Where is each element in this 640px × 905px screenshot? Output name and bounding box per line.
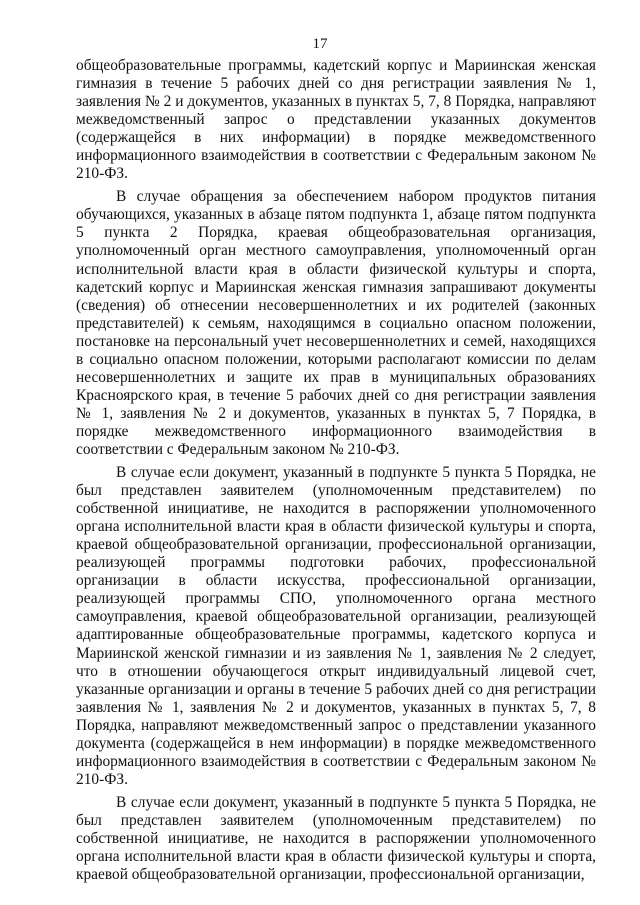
document-body <box>76 57 596 884</box>
paragraph-personal-account: В случае если документ, указанный в подпункте 5 пункта 5 Порядка, не был представлен заявителем (уполномоченным представителем) по собственной инициативе, не находится в распоряжении уполномоченного органа исполнительной власти края в области физической культуры и спорта, краевой общеобразовательной организации, профессиональной организации, реализующей программы подготовки рабочих, профессиональной организации в области искусства, профессиональной организации, реализующей программы СПО, уполномоченного органа местного самоуправления, краевой общеобразовательной организации, реализующей адаптированные общеобразовательные программы, кадетского корпуса и Мариинской женской гимназии и из заявления № 1, заявления № 2 следует, что в отношении обучающегося открыт индивидуальный лицевой счет, указанные организации и органы в течение 5 рабочих дней со дня регистрации заявления № 1, заявления № 2 и документов, указанных в пунктах 5, 7, 8 Порядка, направляют межведомственный запрос о представлении указанного документа (содержащейся в нем информации) в порядке межведомственного информационного взаимодействия в соответствии с Федеральным законом № 210-ФЗ. <box>76 464 596 788</box>
paragraph-document-not-submitted: В случае если документ, указанный в подпункте 5 пункта 5 Порядка, не был представлен заявителем (уполномоченным представителем) по собственной инициативе, не находится в распоряжении уполномоченного органа исполнительной власти края в области физической культуры и спорта, краевой общеобразовательной организации, профессиональной организации, <box>76 793 596 884</box>
page-number: 17 <box>312 36 328 52</box>
paragraph-continuation: общеобразовательные программы, кадетский корпус и Мариинская женская гимназия в течение 5 рабочих дней со дня регистрации заявления № 1, заявления № 2 и документов, указанных в пунктах 5, 7, 8 Порядка, направляют межведомственный запрос о представлении указанных документов (содержащейся в них информации) в порядке межведомственного информационного взаимодействия в соответствии с Федеральным законом № 210-ФЗ. <box>76 57 596 183</box>
paragraph-food-set: В случае обращения за обеспечением набором продуктов питания обучающихся, указанных в абзаце пятом подпункта 1, абзаце пятом подпункта 5 пункта 2 Порядка, краевая общеобразовательная организация, уполномоченный орган местного самоуправления, уполномоченный орган исполнительной власти края в области физической культуры и спорта, кадетский корпус и Мариинская женская гимназия запрашивают документы (сведения) об отнесении несовершеннолетних и их родителей (законных представителей) к семьям, находящимся в социально опасном положении, постановке на персональный учет несовершеннолетних и семей, находящихся в социально опасном положении, которыми располагают комиссии по делам несовершеннолетних и защите их прав в муниципальных образованиях Красноярского края, в течение 5 рабочих дней со дня регистрации заявления № 1, заявления № 2 и документов, указанных в пунктах 5, 7 Порядка, в порядке межведомственного информационного взаимодействия в соответствии с Федеральным законом № 210-ФЗ. <box>76 188 596 458</box>
